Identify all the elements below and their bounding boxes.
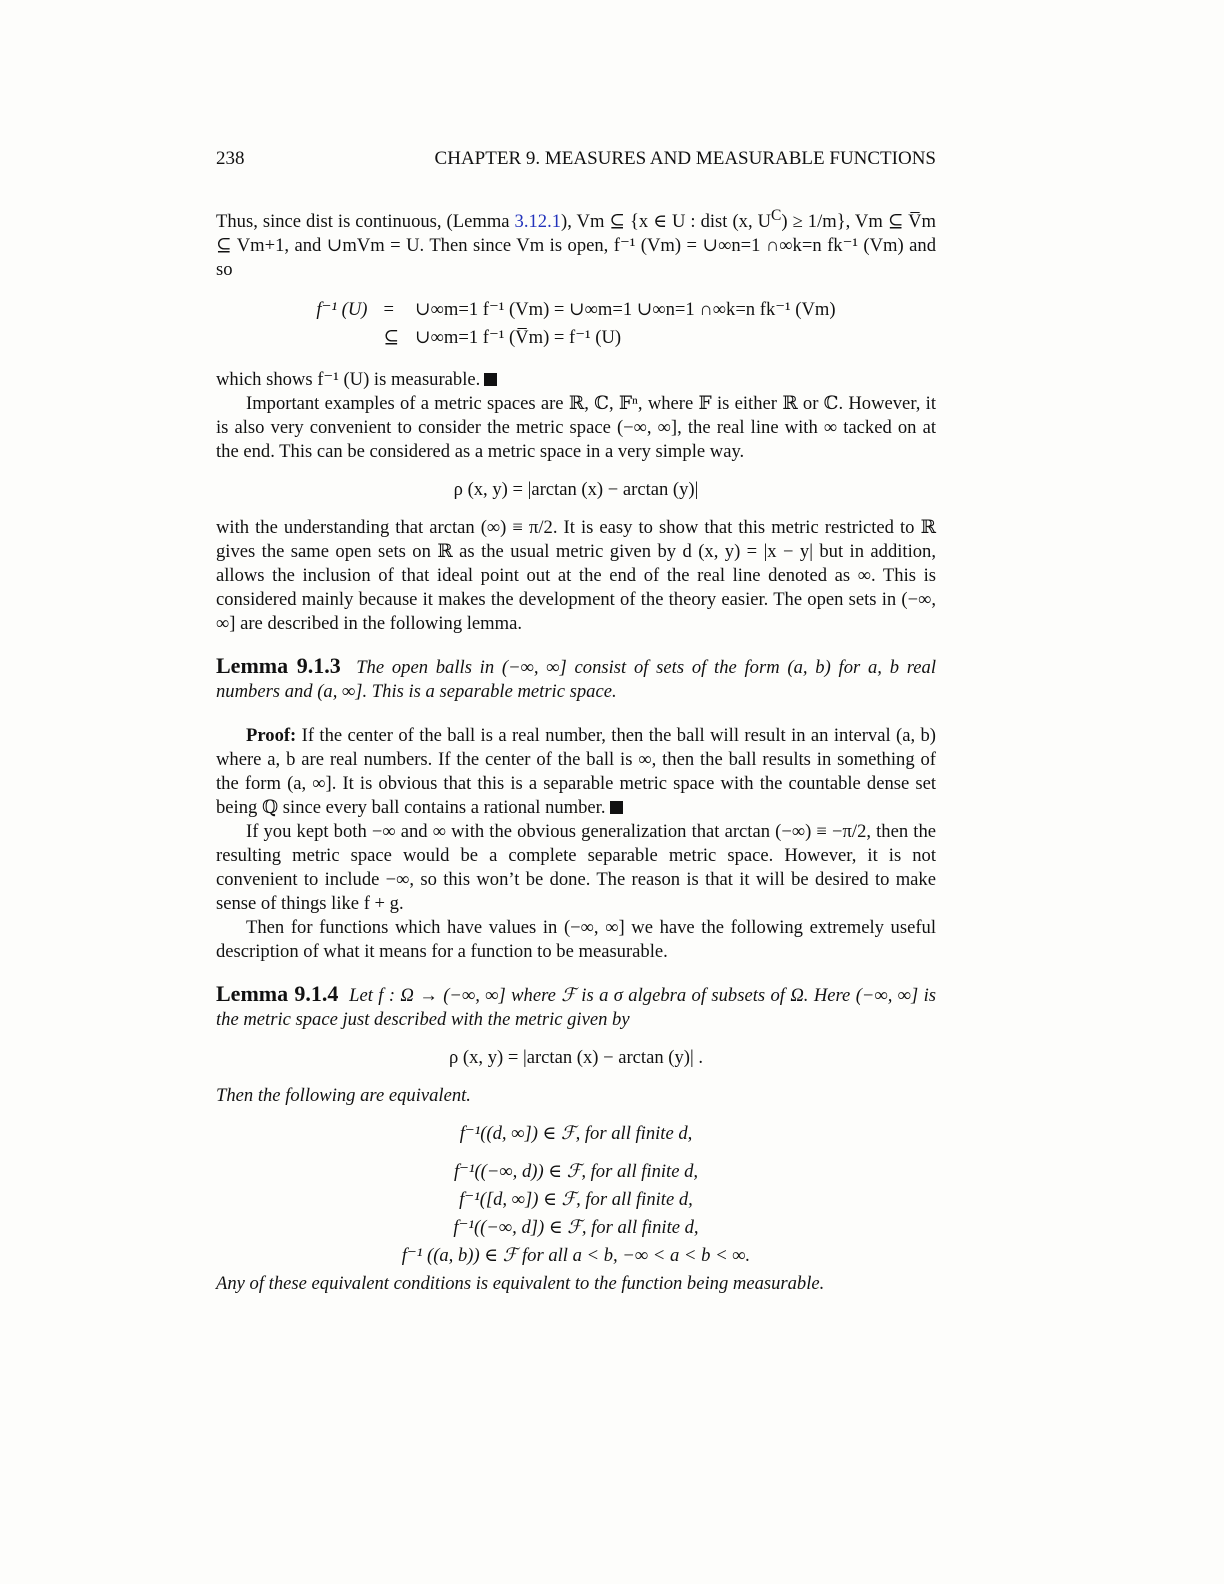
paragraph-6: Then for functions which have values in (−∞, ∞] we have the following extremely useful description of what it means for a function to be measurable. xyxy=(216,917,936,963)
lemma-9-1-4 xyxy=(216,982,936,1032)
qed-square-icon xyxy=(484,373,497,386)
paragraph-4: with the understanding that arctan (∞) ≡ π/2. It is easy to show that this metric restricted to ℝ gives the same open sets on ℝ as the usual metric given by d (x, y) = |x − y| but in addition, allows the inclusion of that ideal point out at the end of the real line denoted as ∞. This is considered mainly because it makes the development of the theory easier. The open sets in (−∞, ∞] are described in the following lemma. xyxy=(216,517,936,635)
condition-3: f⁻¹([d, ∞]) ∈ ℱ, for all finite d, xyxy=(459,1189,693,1211)
eq-rhs: ∪∞m=1 f⁻¹ (V̅m) = f⁻¹ (U) xyxy=(415,327,622,349)
eq-relation: = xyxy=(383,299,394,321)
page-number: 238 xyxy=(216,148,245,169)
lemma-label: Lemma 9.1.3 xyxy=(216,653,341,679)
lemma-statement: Let f : Ω → (−∞, ∞] where ℱ is a σ algebra of subsets of Ω. Here (−∞, ∞] is the metric space just described with the metric given by xyxy=(216,985,937,1031)
lemma-then-text: Then the following are equivalent. xyxy=(216,1085,471,1107)
eq-relation: ⊆ xyxy=(383,327,400,349)
paragraph-2: which shows f⁻¹ (U) is measurable. xyxy=(216,368,936,392)
paragraph-1: Thus, since dist is continuous, (Lemma 3.12.1), Vm ⊆ {x ∈ U : dist (x, $U^C) \ge 1/m$}, Vm ⊆ V̅m ⊆ Vm+1, and ∪mVm = U. Then since Vm is open, f⁻¹ (Vm) = ∪∞n=1 ∩∞k=n fk⁻¹ (Vm) and so xyxy=(216,207,936,281)
proof-paragraph: Proof: If the center of the ball is a real number, then the ball will result in an interval (a, b) where a, b are real numbers. If the center of the ball is ∞, then the ball results in something of the form (a, ∞]. It is obvious that this is a separable metric space with the countable dense set being ℚ since every ball contains a rational number. xyxy=(216,725,936,819)
condition-4: f⁻¹((−∞, d]) ∈ ℱ, for all finite d, xyxy=(453,1217,699,1239)
running-header xyxy=(216,148,936,170)
metric-equation-2: ρ (x, y) = |arctan (x) − arctan (y)| . xyxy=(449,1047,703,1069)
condition-1: f⁻¹((d, ∞]) ∈ ℱ, for all finite d, xyxy=(459,1123,693,1145)
qed-square-icon xyxy=(610,801,623,814)
eq-rhs: ∪∞m=1 f⁻¹ (Vm) = ∪∞m=1 ∪∞n=1 ∩∞k=n fk⁻¹ (Vm) xyxy=(415,299,836,321)
lemma-statement: The open balls in (−∞, ∞] consist of sets of the form (a, b) for a, b real numbers and (a, ∞]. This is a separable metric space. xyxy=(216,657,937,703)
page-body xyxy=(216,204,936,1296)
paragraph-5: If you kept both −∞ and ∞ with the obvious generalization that arctan (−∞) ≡ −π/2, then the resulting metric space would be a complete separable metric space. However, it is not convenient to include −∞, so this won’t be done. The reason is that it will be desired to make sense of things like f + g. xyxy=(216,821,936,915)
condition-5: f⁻¹ ((a, b)) ∈ ℱ for all a < b, −∞ < a < b < ∞. xyxy=(401,1245,751,1267)
lemma-9-1-3 xyxy=(216,654,936,704)
condition-2: f⁻¹((−∞, d)) ∈ ℱ, for all finite d, xyxy=(453,1161,699,1183)
chapter-title: CHAPTER 9. MEASURES AND MEASURABLE FUNCTIONS xyxy=(434,148,936,169)
lemma-reference-link[interactable]: 3.12.1 xyxy=(514,211,562,233)
lemma-closing: Any of these equivalent conditions is equivalent to the function being measurable. xyxy=(216,1273,825,1295)
lemma-label: Lemma 9.1.4 xyxy=(216,981,339,1007)
paragraph-3: Important examples of a metric spaces are ℝ, ℂ, 𝔽ⁿ, where 𝔽 is either ℝ or ℂ. However, it is also very convenient to consider the metric space (−∞, ∞], the real line with ∞ tacked on at the end. This can be considered as a metric space in a very simple way. xyxy=(216,393,936,463)
metric-equation: ρ (x, y) = |arctan (x) − arctan (y)| xyxy=(453,479,699,501)
proof-label: Proof: xyxy=(246,725,297,747)
display-equation-array xyxy=(308,296,843,352)
eq-lhs: f⁻¹ (U) xyxy=(316,299,368,321)
